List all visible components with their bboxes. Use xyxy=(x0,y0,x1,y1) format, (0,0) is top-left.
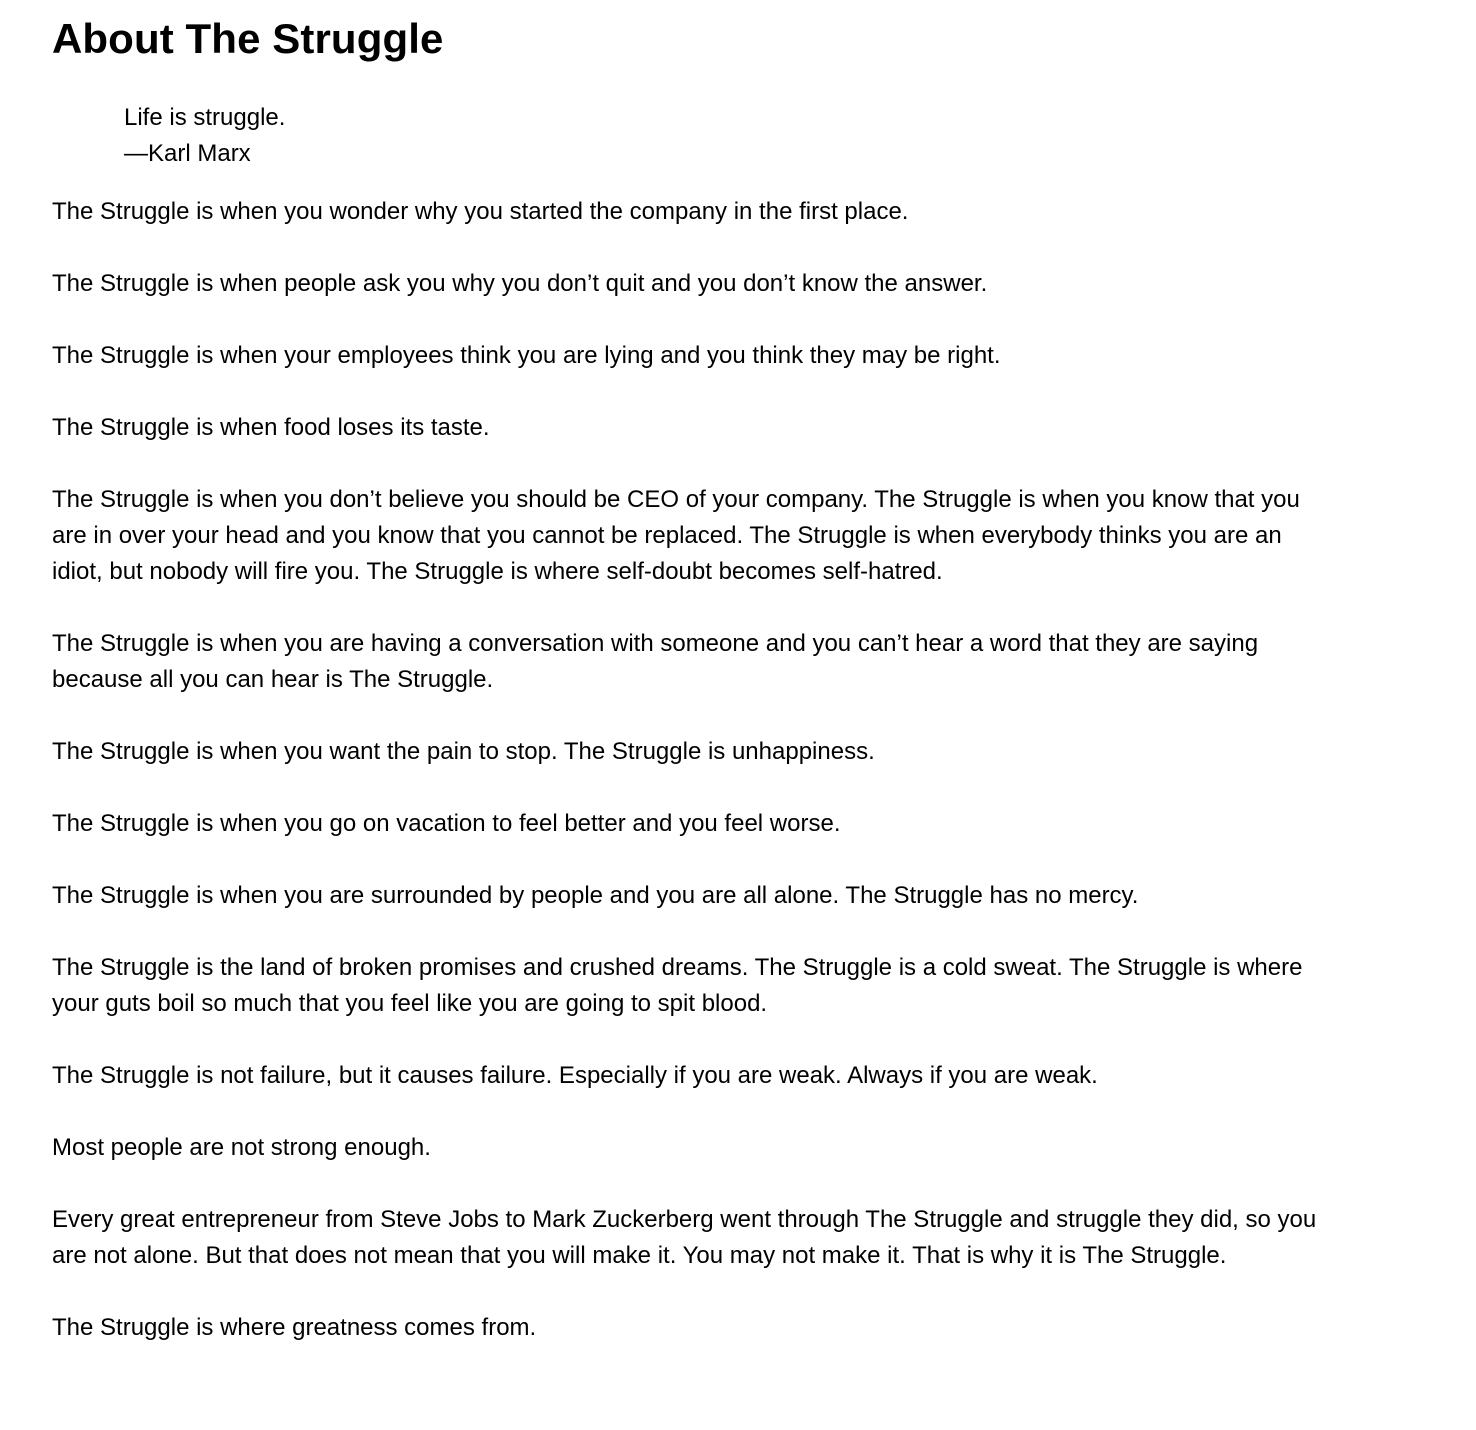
page-title: About The Struggle xyxy=(52,15,444,62)
paragraph-5: The Struggle is when you don’t believe you should be CEO of your company. The Struggle is when you know that you are in over your head and you know that you cannot be replaced. The Struggle is when everybody thinks you are an idiot, but nobody will fire you. The Struggle is where self-doubt becomes self-hatred. xyxy=(52,486,1300,585)
paragraph-1: The Struggle is when you wonder why you started the company in the first place. xyxy=(52,198,909,225)
paragraph-7: The Struggle is when you want the pain to stop. The Struggle is unhappiness. xyxy=(52,738,875,765)
paragraph-8: The Struggle is when you go on vacation to feel better and you feel worse. xyxy=(52,810,841,837)
epigraph-quote: Life is struggle. xyxy=(124,104,286,131)
paragraph-4: The Struggle is when food loses its taste. xyxy=(52,414,490,441)
paragraph-10: The Struggle is the land of broken promises and crushed dreams. The Struggle is a cold sweat. The Struggle is where your guts boil so much that you feel like you are going to spit blood. xyxy=(52,954,1303,1017)
paragraph-9: The Struggle is when you are surrounded by people and you are all alone. The Struggle has no mercy. xyxy=(52,882,1139,909)
paragraph-14: The Struggle is where greatness comes from. xyxy=(52,1314,537,1341)
paragraph-11: The Struggle is not failure, but it causes failure. Especially if you are weak. Always if you are weak. xyxy=(52,1062,1098,1089)
paragraph-6: The Struggle is when you are having a conversation with someone and you can’t hear a word that they are saying because all you can hear is The Struggle. xyxy=(52,630,1259,693)
paragraph-2: The Struggle is when people ask you why you don’t quit and you don’t know the answer. xyxy=(52,270,988,297)
paragraph-12: Most people are not strong enough. xyxy=(52,1134,431,1161)
epigraph xyxy=(124,100,1424,172)
paragraph-3: The Struggle is when your employees think you are lying and you think they may be right. xyxy=(52,342,1001,369)
epigraph-attribution: —Karl Marx xyxy=(124,140,251,167)
paragraph-13: Every great entrepreneur from Steve Jobs to Mark Zuckerberg went through The Struggle and struggle they did, so you are not alone. But that does not mean that you will make it. You may not make it. That is why it is The Struggle. xyxy=(52,1206,1317,1269)
